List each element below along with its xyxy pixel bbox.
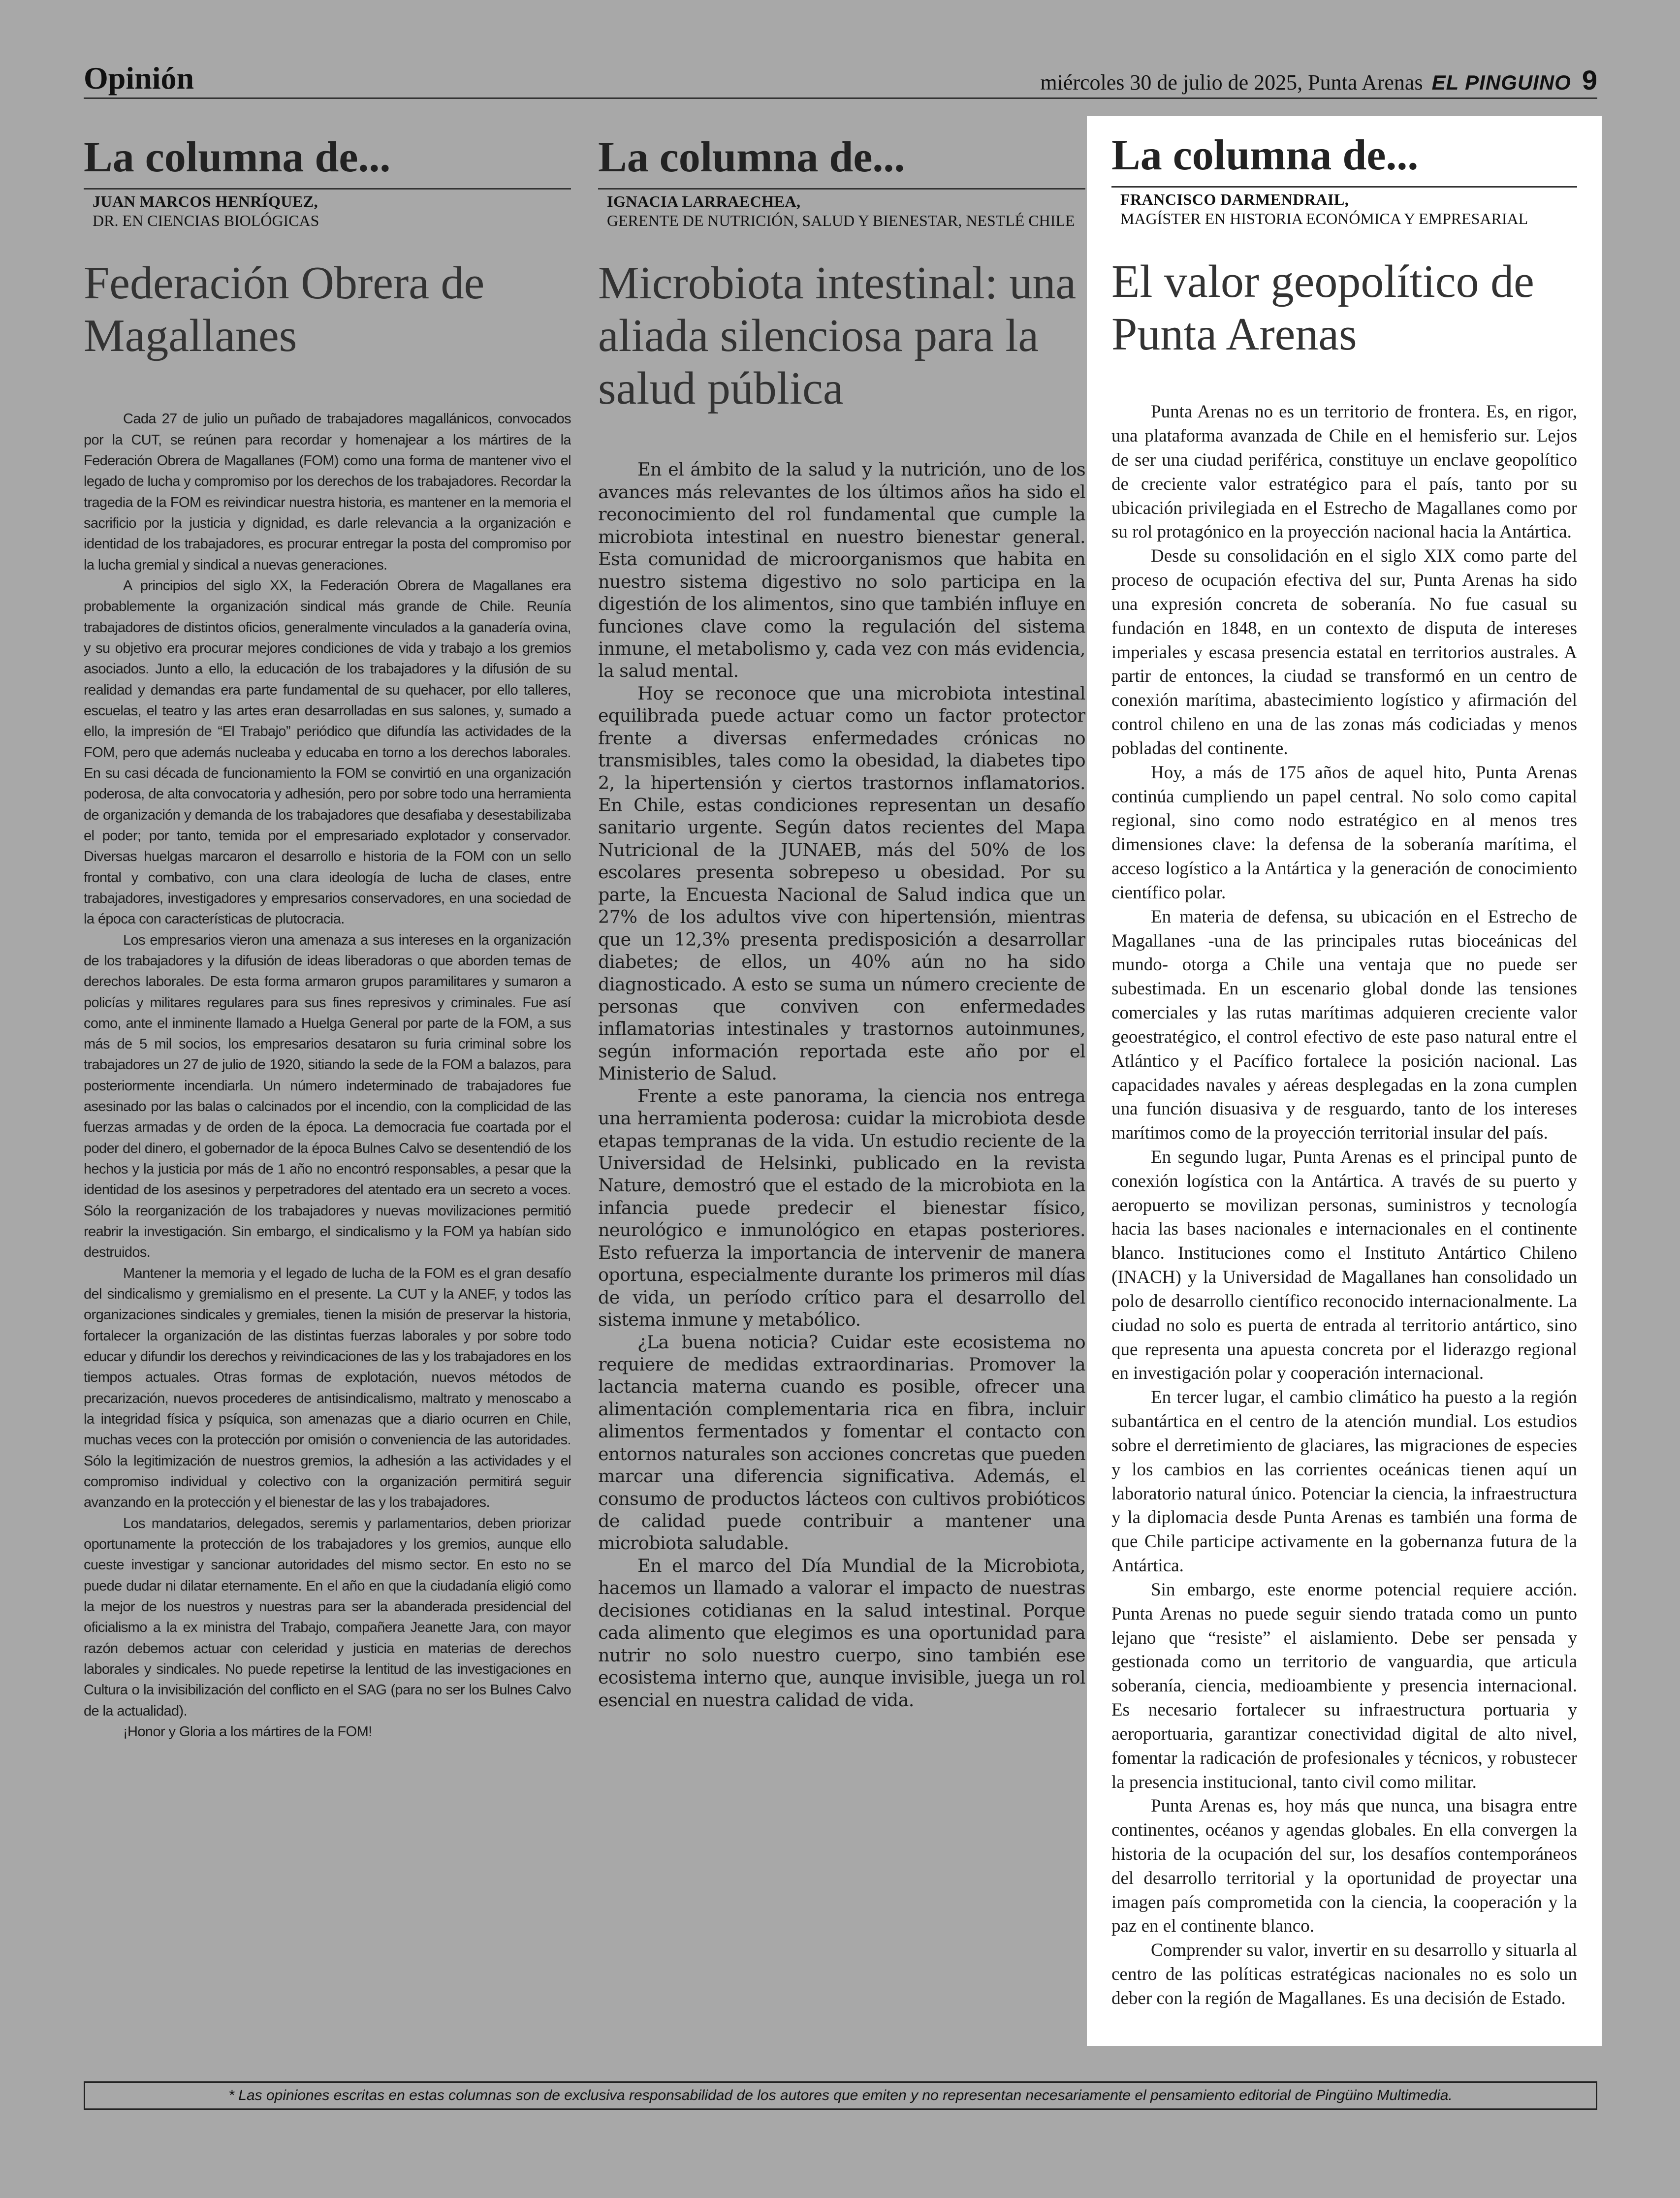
author-name: JUAN MARCOS HENRÍQUEZ, [93, 192, 318, 210]
paragraph: Desde su consolidación en el siglo XIX como parte del proceso de ocupación efectiva del sur, Punta Arenas ha sido una expresión concreta de soberanía. No fue casual su fundación en 1848, en un contexto de disputa de intereses imperiales y escasa presencia estatal en territorios australes. A partir de entonces, la ciudad se transformó en un centro de conexión marítima, abastecimiento logístico y afirmación del control chileno en una de las zonas más codiciadas y menos pobladas del continente. [1111, 546, 1577, 759]
author-name: FRANCISCO DARMENDRAIL, [1120, 191, 1349, 208]
brand-logo: EL PINGUINO [1431, 71, 1571, 94]
paragraph: Comprender su valor, invertir en su desarrollo y situarla al centro de las políticas estratégicas nacionales no es solo un deber con la región de Magallanes. Es una decisión de Estado. [1111, 1940, 1577, 2008]
paragraph: Punta Arenas es, hoy más que nunca, una bisagra entre continentes, océanos y agendas globales. En ella convergen la historia de la ocupación del sur, los desafíos contemporáneos del desarrollo territorial y la oportunidad de proyectar una imagen país comprometida con la ciencia, la cooperación y la paz en el continente blanco. [1111, 1796, 1577, 1937]
footer-disclaimer: * Las opiniones escritas en estas columnas son de exclusiva responsabilidad de los autores que emiten y no representan necesariamente el pensamiento editorial de Pingüino Multimedia. [84, 2081, 1597, 2110]
paragraph: En el ámbito de la salud y la nutrición, uno de los avances más relevantes de los últimos años ha sido el reconocimiento del rol fundamental que cumple la microbiota intestinal en nuestro bienestar general. Esta comunidad de microorganismos que habita en nuestro sistema digestivo no solo participa en la digestión de los alimentos, sino que también influye en funciones clave como la regulación del sistema inmune, el metabolismo y, cada vez con más evidencia, la salud mental. [598, 459, 1085, 682]
column-2 [598, 116, 1085, 2051]
paragraph: Sin embargo, este enorme potencial requiere acción. Punta Arenas no puede seguir siendo tratada como un punto lejano que “resiste” el aislamiento. Debe ser pensada y gestionada como un territorio de vanguardia, que articula soberanía, ciencia, medioambiente y presencia internacional. Es necesario fortalecer su infraestructura portuaria y aeroportuaria, garantizar conectividad digital de alto nivel, fomentar la radicación de profesionales y técnicos, y robustecer la presencia institucional, tanto civil como militar. [1111, 1579, 1577, 1792]
article-body [598, 458, 1085, 1711]
column-3 [1087, 116, 1602, 2046]
paragraph: Cada 27 de julio un puñado de trabajadores magallánicos, convocados por la CUT, se reúnen para recordar y homenajear a los mártires de la Federación Obrera de Magallanes (FOM) como una forma de mantener vivo el legado de lucha y compromiso por los derechos de los trabajadores. Recordar la tragedia de la FOM es reivindicar nuestra historia, es mantener en la memoria el sacrificio por la justicia y dignidad, es darle relevancia a la organización e identidad de los trabajadores, es procurar entregar la posta del compromiso por la lucha gremial y sindical a nuevas generaciones. [84, 411, 571, 573]
paragraph: Punta Arenas no es un territorio de frontera. Es, en rigor, una plataforma avanzada de Chile en el hemisferio sur. Lejos de ser una ciudad periférica, constituye un enclave geopolítico de creciente valor estratégico para el país, tanto por su ubicación privilegiada en el Estrecho de Magallanes como por su rol protagónico en la proyección nacional hacia la Antártica. [1111, 402, 1577, 542]
column-kicker: La columna de... [84, 136, 571, 190]
dateline: miércoles 30 de julio de 2025, Punta Arenas [1040, 70, 1423, 95]
paragraph: Los empresarios vieron una amenaza a sus intereses en la organización de los trabajadores y la difusión de ideas liberadoras o que aborden temas de derechos laborales. De esta forma armaron grupos paramilitares y sumaron a policías y militares regulares para sus fines represivos y criminales. Fue así como, ante el inminente llamado a Huelga General por parte de la FOM, a sus más de 5 mil socios, los empresarios desataron su furia criminal sobre los trabajadores un 27 de julio de 1920, sitiando la sede de la FOM a balazos, para posteriormente incendiarla. Un número indeterminado de trabajadores fue asesinado por las balas o calcinados por el incendio, con la complicidad de las fuerzas armadas y de orden de la época. La democracia fue coartada por el poder del dinero, el gobernador de la época Bulnes Calvo se desentendió de los hechos y la justicia por más de 1 año no encontró responsables, a pesar que la identidad de los asesinos y perpetradores del atentado era un secreto a voces. Sólo la reorganización de los trabajadores y nuevas movilizaciones permitió reabrir la investigación. Sin embargo, el sindicalismo y la FOM ya habían sido destruidos. [84, 932, 571, 1261]
paragraph: Frente a este panorama, la ciencia nos entrega una herramienta poderosa: cuidar la microbiota desde etapas tempranas de la vida. Un estudio reciente de la Universidad de Helsinki, publicado en la revista Nature, demostró que el estado de la microbiota en la infancia puede predecir el bienestar físico, neurológico e inmunológico en etapas posteriores. Esto refuerza la importancia de intervenir de manera oportuna, especialmente durante los primeros mil días de vida, un período crítico para el desarrollo del sistema inmune y metabólico. [598, 1085, 1085, 1331]
article-headline: Federación Obrera de Magallanes [84, 257, 485, 362]
paragraph: ¡Honor y Gloria a los mártires de la FOM! [123, 1723, 372, 1740]
article-body [1111, 400, 1577, 2010]
paragraph: Hoy, a más de 175 años de aquel hito, Punta Arenas continúa cumpliendo un papel central. No solo como capital regional, sino como nodo estratégico en al menos tres dimensiones clave: la defensa de la soberanía marítima, el acceso logístico a la Antártica y la generación de conocimiento científico polar. [1111, 762, 1577, 903]
paragraph: ¿La buena noticia? Cuidar este ecosistema no requiere de medidas extraordinarias. Promover la lactancia materna cuando es posible, ofrecer una alimentación complementaria rica en fibra, incluir alimentos fermentados y fomentar el contacto con entornos naturales son acciones concretas que pueden marcar una diferencia significativa. Además, el consumo de productos lácteos con cultivos probióticos de calidad puede contribuir a mantener una microbiota saludable. [598, 1331, 1085, 1554]
page-number: 9 [1582, 64, 1597, 96]
article-headline: Microbiota intestinal: una aliada silenciosa para la salud pública [598, 257, 1077, 414]
paragraph: Hoy se reconoce que una microbiota intestinal equilibrada puede actuar como un factor protector frente a diversas enfermedades crónicas no transmisibles, tales como la obesidad, la diabetes tipo 2, la hipertensión y ciertos trastornos inflamatorios. En Chile, estas condiciones representan un desafío sanitario urgente. Según datos recientes del Mapa Nutricional de la JUNAEB, más del 50% de los escolares presenta sobrepeso u obesidad. Por su parte, la Encuesta Nacional de Salud indica que un 27% de los adultos vive con hipertensión, mientras que un 12,3% presenta predisposición a desarrollar diabetes; de ellos, un 40% aún no ha sido diagnosticado. A esto se suma un número creciente de personas que conviven con enfermedades inflamatorias intestinales y trastornos autoinmunes, según información reportada este año por el Ministerio de Salud. [598, 682, 1085, 1084]
column-kicker: La columna de... [598, 136, 1085, 190]
author-name: IGNACIA LARRAECHEA, [607, 192, 801, 210]
paragraph: Mantener la memoria y el legado de lucha de la FOM es el gran desafío del sindicalismo y gremialismo en el presente. La CUT y la ANEF, y todos las organizaciones sindicales y gremiales, tienen la misión de preservar la historia, fortalecer la organización de las distintas fuerzas laborales y por sobre todo educar y difundir los derechos y reivindicaciones de las y los trabajadores en los tiempos actuales. Otras formas de explotación, nuevos métodos de precarización, nuevos procederes de antisindicalismo, maltrato y menoscabo a la integridad física y psíquica, son amenazas que a diario ocurren en Chile, muchas veces con la protección por omisión o conveniencia de las autoridades. Sólo la legitimización de nuestros gremios, la adhesión a las actividades y el compromiso individual y colectivo con la organización permitirá seguir avanzando en la protección y el bienestar de las y los trabajadores. [84, 1265, 571, 1511]
paragraph: En el marco del Día Mundial de la Microbiota, hacemos un llamado a valorar el impacto de nuestras decisiones cotidianas en la salud intestinal. Porque cada alimento que elegimos es una oportunidad para nutrir no solo nuestro cuerpo, sino también ese ecosistema interno que, aunque invisible, juega un rol esencial en nuestra calidad de vida. [598, 1555, 1085, 1711]
paragraph: A principios del siglo XX, la Federación Obrera de Magallanes era probablemente la organización sindical más grande de Chile. Reunía trabajadores de distintos oficios, generalmente vinculados a la ganadería ovina, y su objetivo era procurar mejores condiciones de vida y trabajo a los gremios asociados. Junto a ello, la educación de los trabajadores y la difusión de su realidad y demandas era parte fundamental de su quehacer, por ello talleres, escuelas, el teatro y las artes eran desarrolladas en sus salones, y, sumado a ello, la impresión de “El Trabajo” periódico que difundía las actividades de la FOM, pero que además nucleaba y educaba en torno a los derechos laborales. En su casi década de funcionamiento la FOM se convirtió en una organización poderosa, de alta convocatoria y adhesión, pero por sobre todo una herramienta de organización y demanda de los trabajadores que desafiaba y desestabilizaba el poder; por tanto, temida por el empresariado explotador y conservador. Diversas huelgas marcaron el desarrollo e historia de la FOM con un sello frontal y combativo, con una clara ideología de lucha de clases, entre trabajadores, investigadores y empresarios conservadores, en una sociedad de la época con características de plutocracia. [84, 577, 571, 927]
author-role: GERENTE DE NUTRICIÓN, SALUD Y BIENESTAR, NESTLÉ CHILE [607, 212, 1075, 229]
column-kicker: La columna de... [1111, 134, 1577, 188]
article-body [84, 409, 571, 1742]
author-role: DR. EN CIENCIAS BIOLÓGICAS [93, 212, 319, 229]
header-info [1040, 64, 1597, 96]
author-role: MAGÍSTER EN HISTORIA ECONÓMICA Y EMPRESARIAL [1120, 210, 1528, 227]
page-header [84, 60, 1597, 99]
paragraph: En tercer lugar, el cambio climático ha puesto a la región subantártica en el centro de la atención mundial. Los estudios sobre el derretimiento de glaciares, las migraciones de especies y los cambios en las corrientes oceánicas tienen aquí un laboratorio natural único. Potenciar la ciencia, la infraestructura y la diplomacia desde Punta Arenas es también una forma de que Chile participe activamente en la gobernanza futura de la Antártica. [1111, 1387, 1577, 1576]
column-1 [84, 116, 571, 2051]
paragraph: En segundo lugar, Punta Arenas es el principal punto de conexión logística con la Antártica. A través de su puerto y aeropuerto se movilizan personas, suministros y tecnología hacia las bases nacionales e internacionales en el continente blanco. Instituciones como el Instituto Antártico Chileno (INACH) y la Universidad de Magallanes han consolidado un polo de desarrollo científico reconocido internacionalmente. La ciudad no solo es puerta de entrada al territorio antártico, sino que representa una apuesta concreta por el liderazgo regional en investigación polar y cooperación internacional. [1111, 1147, 1577, 1384]
paragraph: En materia de defensa, su ubicación en el Estrecho de Magallanes -una de las principales rutas bioceánicas del mundo- otorga a Chile una ventaja que no puede ser subestimada. En un escenario global donde las tensiones comerciales y las rutas marítimas adquieren creciente valor geoestratégico, el control efectivo de este paso natural entre el Atlántico y el Pacífico fortalece la posición nacional. Las capacidades navales y aéreas desplegadas en la zona cumplen una función disuasiva y de resguardo, tanto de los intereses marítimos como de la proyección territorial insular del país. [1111, 906, 1577, 1144]
section-title: Opinión [84, 61, 194, 96]
paragraph: Los mandatarios, delegados, seremis y parlamentarios, deben priorizar oportunamente la protección de los trabajadores y los gremios, aunque ello cueste investigar y sancionar autoridades del mismo sector. En esto no se puede dudar ni dilatar eternamente. En el año en que la ciudadanía eligió como la mejor de los nuestros y nuestras para ser la abanderada presidencial del oficialismo a la ex ministra del Trabajo, compañera Jeanette Jara, con mayor razón debemos actuar con celeridad y justicia en materias de derechos laborales y sindicales. No puede repetirse la lentitud de las investigaciones en Cultura o la invisibilización del conflicto en el SAG (para no ser los Bulnes Calvo de la actualidad). [84, 1515, 571, 1719]
article-headline: El valor geopolítico de Punta Arenas [1111, 256, 1534, 360]
